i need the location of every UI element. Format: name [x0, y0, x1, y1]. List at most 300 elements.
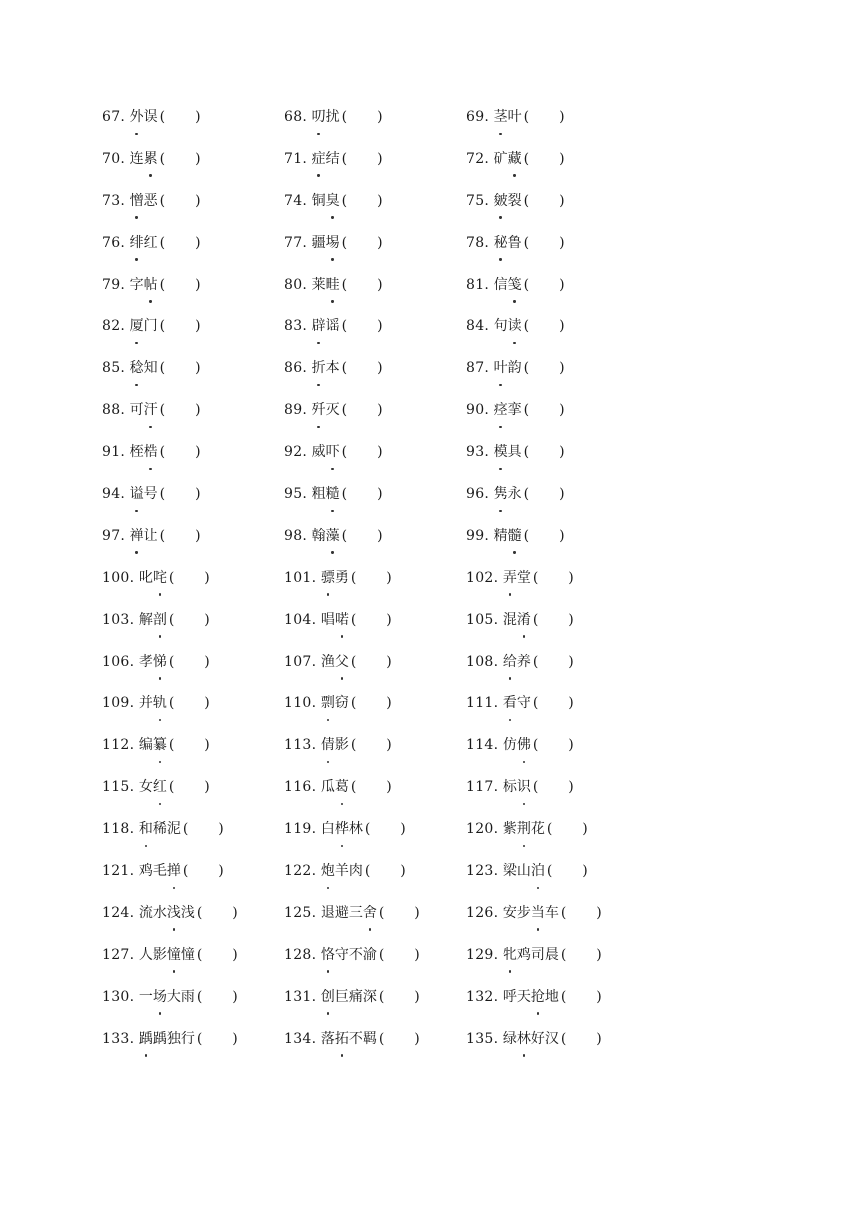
answer-paren-open: (	[364, 821, 371, 838]
exercise-item	[284, 188, 466, 214]
emphasis-dot-char: 笺	[508, 272, 522, 298]
answer-paren-open: (	[523, 527, 530, 544]
item-number: 105.	[466, 611, 499, 628]
item-word: 绯红	[130, 235, 158, 251]
exercise-row	[102, 850, 822, 892]
exercise-item	[466, 858, 822, 884]
exercise-row	[102, 431, 822, 473]
item-word: 翰藻	[312, 528, 340, 544]
item-number: 126.	[466, 904, 499, 921]
exercise-item	[284, 313, 466, 339]
answer-paren-open: (	[341, 276, 348, 293]
item-word: 折本	[312, 360, 340, 376]
exercise-item	[102, 732, 284, 758]
item-word: 白桦林	[321, 821, 363, 837]
exercise-item	[466, 272, 822, 298]
item-word: 歼灭	[312, 402, 340, 418]
item-number: 96.	[466, 485, 490, 502]
exercise-item	[102, 565, 284, 591]
answer-paren-open: (	[378, 946, 385, 963]
exercise-item	[284, 900, 466, 926]
answer-paren-close: )	[218, 862, 224, 879]
emphasis-dot-char: 隽	[494, 481, 508, 507]
answer-paren-close: )	[414, 946, 420, 963]
emphasis-dot-char: 识	[517, 774, 531, 800]
item-word: 退避三舍	[321, 905, 377, 921]
answer-paren-close: )	[386, 695, 392, 712]
exercise-item	[102, 649, 284, 675]
exercise-row	[102, 976, 822, 1018]
item-word: 秘鲁	[494, 235, 522, 251]
emphasis-dot-char: 累	[144, 146, 158, 172]
item-word: 外误	[130, 109, 158, 125]
item-number: 106.	[102, 653, 135, 670]
item-word: 女红	[139, 779, 167, 795]
exercise-row	[102, 557, 822, 599]
exercise-item	[102, 355, 284, 381]
item-word: 精髓	[494, 528, 522, 544]
item-word: 梁山泊	[503, 863, 545, 879]
item-word: 痉挛	[494, 402, 522, 418]
emphasis-dot-char: 畦	[326, 272, 340, 298]
item-number: 128.	[284, 946, 317, 963]
item-word: 孝悌	[139, 654, 167, 670]
answer-paren-open: (	[523, 444, 530, 461]
item-word: 叱咤	[139, 570, 167, 586]
answer-paren-open: (	[546, 821, 553, 838]
emphasis-dot-char: 牝	[503, 942, 517, 968]
item-word: 字帖	[130, 277, 158, 293]
answer-paren-open: (	[168, 695, 175, 712]
answer-paren-close: )	[377, 318, 383, 335]
answer-paren-open: (	[341, 234, 348, 251]
answer-paren-open: (	[341, 192, 348, 209]
emphasis-dot-char: 髓	[508, 523, 522, 549]
emphasis-dot-char: 埸	[326, 230, 340, 256]
exercise-item	[102, 984, 284, 1010]
item-number: 94.	[102, 485, 126, 502]
item-number: 113.	[284, 737, 317, 754]
exercise-item	[102, 397, 284, 423]
answer-paren-open: (	[159, 276, 166, 293]
item-word: 桎梏	[130, 444, 158, 460]
emphasis-dot-char: 叶	[494, 355, 508, 381]
answer-paren-open: (	[350, 695, 357, 712]
item-number: 101.	[284, 569, 317, 586]
item-word: 症结	[312, 151, 340, 167]
exercise-row	[102, 305, 822, 347]
item-word: 倩影	[321, 737, 349, 753]
item-number: 130.	[102, 988, 135, 1005]
item-number: 134.	[284, 1030, 317, 1047]
exercise-item	[466, 230, 822, 256]
item-number: 71.	[284, 150, 308, 167]
exercise-item	[466, 984, 822, 1010]
answer-paren-close: )	[559, 150, 565, 167]
exercise-row	[102, 347, 822, 389]
item-number: 79.	[102, 276, 126, 293]
item-number: 74.	[284, 192, 308, 209]
emphasis-dot-char: 汗	[144, 397, 158, 423]
answer-paren-close: )	[559, 527, 565, 544]
emphasis-dot-char: 纂	[153, 732, 167, 758]
answer-paren-close: )	[232, 988, 238, 1005]
emphasis-dot-char: 看	[503, 690, 517, 716]
answer-paren-close: )	[377, 150, 383, 167]
item-number: 98.	[284, 527, 308, 544]
exercise-item	[284, 397, 466, 423]
exercise-item	[466, 649, 822, 675]
exercise-item	[466, 523, 822, 549]
item-number: 92.	[284, 444, 308, 461]
item-number: 69.	[466, 108, 490, 125]
item-word: 稔知	[130, 360, 158, 376]
item-word: 叶韵	[494, 360, 522, 376]
emphasis-dot-char: 父	[335, 649, 349, 675]
answer-paren-close: )	[559, 485, 565, 502]
answer-paren-close: )	[195, 485, 201, 502]
answer-paren-close: )	[377, 276, 383, 293]
emphasis-dot-char: 歼	[312, 397, 326, 423]
answer-paren-close: )	[377, 108, 383, 125]
emphasis-dot-char: 绯	[130, 230, 144, 256]
item-number: 87.	[466, 360, 490, 377]
answer-paren-open: (	[341, 318, 348, 335]
answer-paren-close: )	[414, 988, 420, 1005]
emphasis-dot-char: 皴	[494, 188, 508, 214]
item-word: 辟谣	[312, 318, 340, 334]
emphasis-dot-char: 弄	[503, 565, 517, 591]
exercise-item	[466, 104, 822, 130]
answer-paren-close: )	[204, 695, 210, 712]
answer-paren-open: (	[341, 402, 348, 419]
exercise-item	[466, 900, 822, 926]
item-word: 看守	[503, 695, 531, 711]
exercise-row	[102, 934, 822, 976]
exercise-item	[466, 439, 822, 465]
item-number: 109.	[102, 695, 135, 712]
exercise-item	[284, 104, 466, 130]
answer-paren-open: (	[350, 653, 357, 670]
item-number: 132.	[466, 988, 499, 1005]
item-word: 牝鸡司晨	[503, 947, 559, 963]
item-number: 95.	[284, 485, 308, 502]
answer-paren-close: )	[204, 569, 210, 586]
answer-paren-close: )	[559, 444, 565, 461]
item-number: 72.	[466, 150, 490, 167]
item-word: 人影憧憧	[139, 947, 195, 963]
item-word: 谥号	[130, 486, 158, 502]
emphasis-dot-char: 模	[494, 439, 508, 465]
answer-paren-open: (	[159, 485, 166, 502]
exercise-item	[466, 188, 822, 214]
exercise-item	[284, 607, 466, 633]
item-number: 123.	[466, 862, 499, 879]
answer-paren-open: (	[341, 108, 348, 125]
emphasis-dot-char: 梏	[144, 439, 158, 465]
exercise-item	[284, 732, 466, 758]
item-number: 90.	[466, 402, 490, 419]
item-number: 82.	[102, 318, 126, 335]
answer-paren-close: )	[232, 904, 238, 921]
item-number: 100.	[102, 569, 135, 586]
answer-paren-close: )	[559, 276, 565, 293]
item-number: 73.	[102, 192, 126, 209]
exercise-item	[102, 607, 284, 633]
answer-paren-close: )	[386, 737, 392, 754]
answer-paren-close: )	[582, 821, 588, 838]
exercise-item	[466, 774, 822, 800]
answer-paren-close: )	[195, 234, 201, 251]
answer-paren-close: )	[377, 485, 383, 502]
emphasis-dot-char: 林	[517, 1026, 531, 1052]
item-word: 编纂	[139, 737, 167, 753]
answer-paren-open: (	[523, 485, 530, 502]
item-number: 68.	[284, 108, 308, 125]
answer-paren-close: )	[377, 444, 383, 461]
emphasis-dot-char: 读	[508, 313, 522, 339]
item-number: 84.	[466, 318, 490, 335]
exercise-item	[102, 481, 284, 507]
item-number: 111.	[466, 695, 499, 712]
exercise-item	[466, 397, 822, 423]
exercise-item	[102, 272, 284, 298]
exercise-item	[102, 439, 284, 465]
emphasis-dot-char: 禅	[130, 523, 144, 549]
answer-paren-close: )	[559, 402, 565, 419]
answer-paren-close: )	[195, 402, 201, 419]
exercise-item	[466, 607, 822, 633]
item-word: 仿佛	[503, 737, 531, 753]
exercise-item	[284, 816, 466, 842]
exercise-item	[102, 313, 284, 339]
item-word: 标识	[503, 779, 531, 795]
emphasis-dot-char: 炮	[321, 858, 335, 884]
emphasis-dot-char: 稔	[130, 355, 144, 381]
emphasis-dot-char: 淆	[517, 607, 531, 633]
exercise-item	[102, 146, 284, 172]
emphasis-dot-char: 外	[130, 104, 144, 130]
item-number: 116.	[284, 779, 317, 796]
emphasis-dot-char: 咤	[153, 565, 167, 591]
answer-paren-open: (	[341, 150, 348, 167]
item-number: 112.	[102, 737, 135, 754]
answer-paren-open: (	[532, 653, 539, 670]
answer-paren-close: )	[414, 904, 420, 921]
item-number: 99.	[466, 527, 490, 544]
item-number: 121.	[102, 862, 135, 879]
item-word: 铜臭	[312, 193, 340, 209]
answer-paren-open: (	[532, 611, 539, 628]
emphasis-dot-char: 桦	[335, 816, 349, 842]
exercise-item	[466, 1026, 822, 1052]
emphasis-dot-char: 创	[321, 984, 335, 1010]
answer-paren-close: )	[195, 276, 201, 293]
answer-paren-close: )	[568, 695, 574, 712]
emphasis-dot-char: 给	[503, 649, 517, 675]
exercise-item	[102, 774, 284, 800]
answer-paren-close: )	[596, 904, 602, 921]
item-word: 紫荆花	[503, 821, 545, 837]
emphasis-dot-char: 掸	[167, 858, 181, 884]
item-number: 67.	[102, 108, 126, 125]
item-number: 114.	[466, 737, 499, 754]
item-word: 茎叶	[494, 109, 522, 125]
item-number: 117.	[466, 779, 499, 796]
answer-paren-open: (	[532, 569, 539, 586]
answer-paren-open: (	[168, 611, 175, 628]
item-word: 隽永	[494, 486, 522, 502]
answer-paren-close: )	[386, 653, 392, 670]
answer-paren-open: (	[168, 569, 175, 586]
item-word: 一场大雨	[139, 989, 195, 1005]
item-word: 唱喏	[321, 612, 349, 628]
item-number: 125.	[284, 904, 317, 921]
exercise-row	[102, 599, 822, 641]
exercise-row	[102, 473, 822, 515]
emphasis-dot-char: 糙	[326, 481, 340, 507]
exercise-item	[466, 816, 822, 842]
item-word: 句读	[494, 318, 522, 334]
answer-paren-open: (	[168, 653, 175, 670]
answer-paren-open: (	[523, 318, 530, 335]
emphasis-dot-char: 当	[531, 900, 545, 926]
answer-paren-open: (	[159, 318, 166, 335]
item-word: 并轨	[139, 695, 167, 711]
item-number: 77.	[284, 234, 308, 251]
answer-paren-close: )	[386, 611, 392, 628]
exercise-item	[284, 439, 466, 465]
item-word: 憎恶	[130, 193, 158, 209]
exercise-item	[284, 858, 466, 884]
answer-paren-open: (	[523, 150, 530, 167]
answer-paren-open: (	[159, 192, 166, 209]
exercise-item	[284, 649, 466, 675]
emphasis-dot-char: 喏	[335, 607, 349, 633]
item-word: 矿藏	[494, 151, 522, 167]
exercise-item	[284, 230, 466, 256]
answer-paren-open: (	[182, 862, 189, 879]
answer-paren-close: )	[582, 862, 588, 879]
item-number: 70.	[102, 150, 126, 167]
item-word: 叨扰	[312, 109, 340, 125]
emphasis-dot-char: 症	[312, 146, 326, 172]
emphasis-dot-char: 舍	[363, 900, 377, 926]
emphasis-dot-char: 浅	[167, 900, 181, 926]
emphasis-dot-char: 吓	[326, 439, 340, 465]
answer-paren-close: )	[559, 108, 565, 125]
item-number: 97.	[102, 527, 126, 544]
emphasis-dot-char: 藻	[326, 523, 340, 549]
item-word: 骠勇	[321, 570, 349, 586]
answer-paren-close: )	[204, 779, 210, 796]
answer-paren-close: )	[568, 569, 574, 586]
item-word: 禅让	[130, 528, 158, 544]
answer-paren-open: (	[196, 946, 203, 963]
answer-paren-close: )	[195, 444, 201, 461]
answer-paren-open: (	[341, 485, 348, 502]
exercise-item	[102, 104, 284, 130]
exercise-row	[102, 808, 822, 850]
item-word: 渔父	[321, 654, 349, 670]
exercise-item	[102, 230, 284, 256]
exercise-item	[466, 942, 822, 968]
answer-paren-open: (	[560, 904, 567, 921]
exercise-item	[284, 565, 466, 591]
item-number: 81.	[466, 276, 490, 293]
item-word: 鸡毛掸	[139, 863, 181, 879]
exercise-item	[284, 355, 466, 381]
item-number: 86.	[284, 360, 308, 377]
answer-paren-close: )	[204, 611, 210, 628]
answer-paren-open: (	[341, 444, 348, 461]
emphasis-dot-char: 轨	[153, 690, 167, 716]
answer-paren-close: )	[195, 150, 201, 167]
answer-paren-open: (	[560, 1030, 567, 1047]
item-number: 131.	[284, 988, 317, 1005]
exercise-row	[102, 766, 822, 808]
item-number: 102.	[466, 569, 499, 586]
answer-paren-open: (	[196, 904, 203, 921]
item-number: 118.	[102, 821, 135, 838]
item-number: 110.	[284, 695, 317, 712]
exercise-row	[102, 641, 822, 683]
emphasis-dot-char: 臭	[326, 188, 340, 214]
answer-paren-close: )	[377, 234, 383, 251]
emphasis-dot-char: 茎	[494, 104, 508, 130]
answer-paren-open: (	[532, 737, 539, 754]
item-number: 127.	[102, 946, 135, 963]
emphasis-dot-char: 辟	[312, 313, 326, 339]
item-word: 混淆	[503, 612, 531, 628]
emphasis-dot-char: 叨	[312, 104, 326, 130]
item-number: 108.	[466, 653, 499, 670]
exercise-item	[284, 481, 466, 507]
exercise-item	[466, 481, 822, 507]
answer-paren-open: (	[196, 1030, 203, 1047]
exercise-item	[102, 690, 284, 716]
exercise-row	[102, 138, 822, 180]
answer-paren-close: )	[377, 192, 383, 209]
answer-paren-open: (	[350, 569, 357, 586]
answer-paren-close: )	[377, 527, 383, 544]
emphasis-dot-char: 场	[153, 984, 167, 1010]
item-number: 135.	[466, 1030, 499, 1047]
item-word: 疆埸	[312, 235, 340, 251]
answer-paren-open: (	[523, 234, 530, 251]
item-number: 120.	[466, 821, 499, 838]
item-word: 可汗	[130, 402, 158, 418]
answer-paren-open: (	[159, 150, 166, 167]
exercise-item	[466, 355, 822, 381]
item-word: 弄堂	[503, 570, 531, 586]
item-number: 103.	[102, 611, 135, 628]
emphasis-dot-char: 拓	[335, 1026, 349, 1052]
item-word: 剽窃	[321, 695, 349, 711]
exercise-item	[466, 313, 822, 339]
exercise-row	[102, 1018, 822, 1060]
item-word: 呼天抢地	[503, 989, 559, 1005]
item-word: 流水浅浅	[139, 905, 195, 921]
exercise-item	[284, 942, 466, 968]
exercise-item	[466, 146, 822, 172]
answer-paren-open: (	[560, 946, 567, 963]
item-number: 83.	[284, 318, 308, 335]
answer-paren-close: )	[195, 318, 201, 335]
answer-paren-open: (	[350, 737, 357, 754]
exercise-row	[102, 96, 822, 138]
item-word: 炮羊肉	[321, 863, 363, 879]
